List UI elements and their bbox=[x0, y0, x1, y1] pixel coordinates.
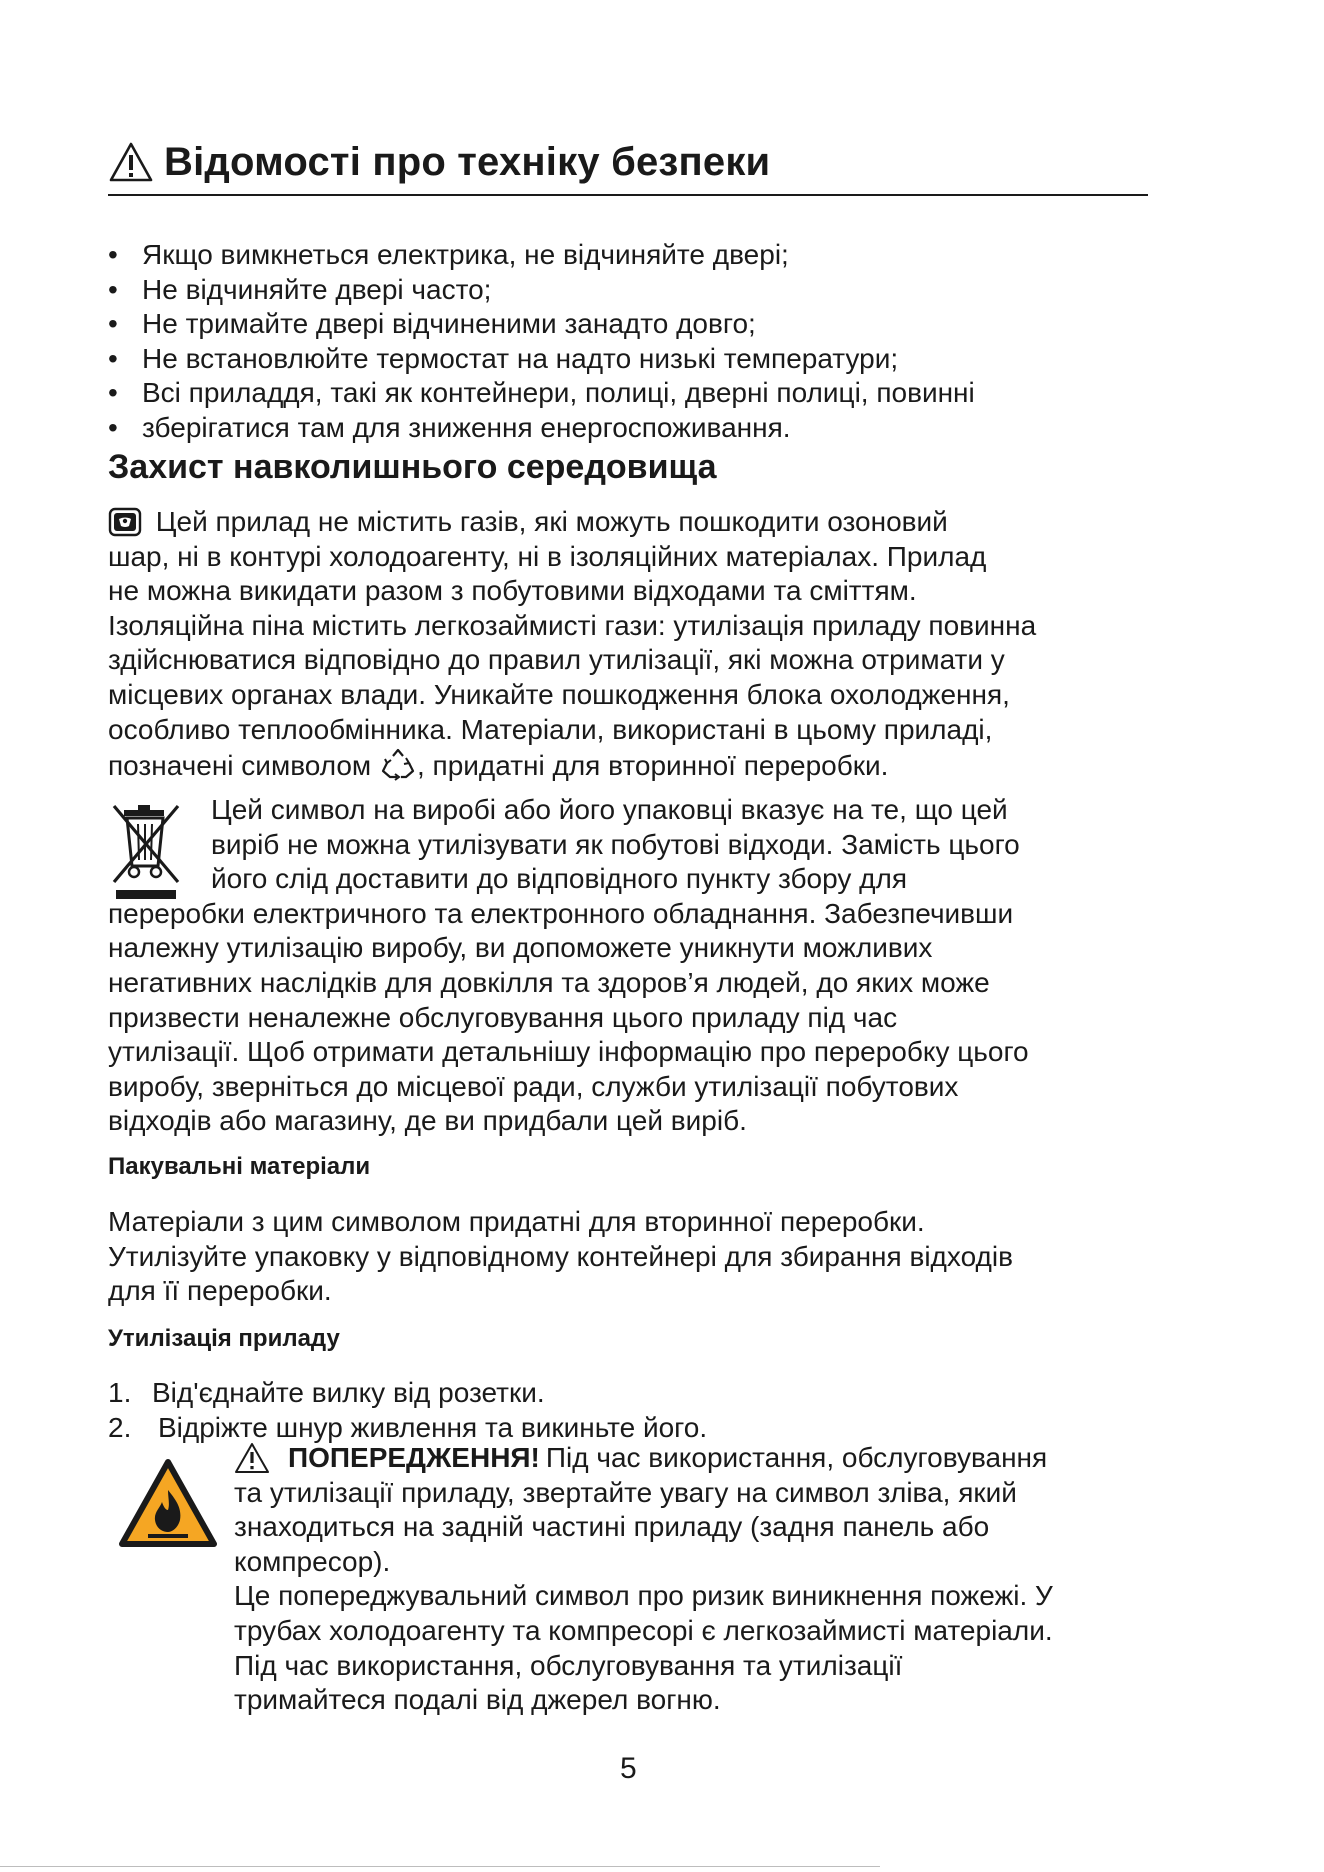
step-number: 1. bbox=[108, 1377, 132, 1408]
text-span: Під час використання, обслуговування bbox=[545, 1442, 1048, 1473]
eco-label-icon bbox=[108, 507, 142, 537]
disposal-heading: Утилізація приладу bbox=[108, 1325, 340, 1352]
text-line: негативних наслідків для довкілля та здоров’я людей, до яких може bbox=[108, 966, 990, 998]
list-item: • Не тримайте двері відчиненими занадто довго; bbox=[108, 307, 975, 342]
title-divider bbox=[108, 194, 1148, 196]
text-line: переробки електричного та електронного обладнання. Забезпечивши bbox=[108, 897, 1014, 929]
text-line: Ізоляційна піна містить легкозаймисті гази: утилізація приладу повинна bbox=[108, 609, 1037, 641]
continuation-text: зберігатися там для зниження енергоспоживання. bbox=[142, 411, 791, 443]
text-line bbox=[108, 747, 1036, 784]
text-line: трубах холодоагенту та компресорі є легкозаймисті матеріали. bbox=[234, 1614, 1053, 1646]
weee-paragraph bbox=[108, 793, 1029, 1139]
energy-tips-list bbox=[108, 238, 975, 446]
text-line: виробу, зверніться до місцевої ради, служби утилізації побутових bbox=[108, 1070, 959, 1102]
step-number: 2. bbox=[108, 1411, 132, 1443]
text-line: Це попереджувальний символ про ризик виникнення пожежі. У bbox=[234, 1580, 1053, 1612]
warning-triangle-icon bbox=[108, 141, 154, 183]
text-line: шар, ні в контурі холодоагенту, ні в ізоляційних матеріалах. Прилад bbox=[108, 540, 987, 572]
page-title: Відомості про техніку безпеки bbox=[164, 139, 771, 184]
text-span: , придатні для вторинної переробки. bbox=[416, 750, 889, 782]
text-line: особливо теплообмінника. Матеріали, використані в цьому приладі, bbox=[108, 713, 993, 745]
text-line: для її переробки. bbox=[108, 1275, 332, 1307]
text-line: Під час використання, обслуговування та утилізації bbox=[234, 1649, 903, 1681]
text-line: Матеріали з цим символом придатні для вторинної переробки. bbox=[108, 1206, 925, 1237]
text-line: здійснюватися відповідно до правил утилізації, які можна отримати у bbox=[108, 644, 1005, 676]
text-line: та утилізації приладу, звертайте увагу на символ зліва, який bbox=[234, 1476, 1017, 1508]
environment-paragraph bbox=[108, 505, 1036, 784]
warning-label: ПОПЕРЕДЖЕННЯ! bbox=[288, 1442, 540, 1473]
text-span: Цей прилад не містить газів, які можуть пошкодити озоновий bbox=[155, 506, 948, 537]
warning-first-line bbox=[234, 1441, 1053, 1476]
list-item: • Якщо вимкнеться електрика, не відчиняйте двері; bbox=[108, 238, 975, 273]
text-line: тримайтеся подалі від джерел вогню. bbox=[234, 1684, 721, 1716]
footer-divider bbox=[0, 1866, 880, 1867]
warning-triangle-icon bbox=[234, 1442, 270, 1474]
page-number: 5 bbox=[620, 1752, 637, 1785]
step-text: Відріжте шнур живлення та викиньте його. bbox=[158, 1411, 708, 1443]
flammable-warning-icon bbox=[118, 1458, 218, 1550]
text-line: Утилізуйте упаковку у відповідному контейнері для збирання відходів bbox=[108, 1240, 1013, 1272]
list-item: • Всі приладдя, такі як контейнери, полиці, дверні полиці, повинні bbox=[108, 376, 975, 411]
text-line: компресор). bbox=[234, 1545, 391, 1577]
packaging-heading: Пакувальні матеріали bbox=[108, 1153, 371, 1180]
list-item: • Не встановлюйте термостат на надто низькі температури; bbox=[108, 342, 975, 377]
list-item: • Не відчиняйте двері часто; bbox=[108, 273, 975, 308]
disposal-steps bbox=[108, 1376, 707, 1445]
list-item-continuation bbox=[108, 411, 975, 446]
text-line: належну утилізацію виробу, ви допоможете уникнути можливих bbox=[108, 932, 933, 964]
text-line: призвести неналежне обслуговування цього приладу під час bbox=[108, 1001, 898, 1033]
text-line: виріб не можна утилізувати як побутові відходи. Замість цього bbox=[211, 828, 1020, 860]
text-line: Цей символ на виробі або його упаковці вказує на те, що цей bbox=[211, 794, 1008, 825]
text-line: не можна викидати разом з побутовими відходами та сміттям. bbox=[108, 575, 917, 607]
list-item bbox=[108, 1411, 707, 1446]
list-item bbox=[108, 1376, 707, 1411]
text-line: його слід доставити до відповідного пункту збору для bbox=[211, 863, 907, 895]
text-line: відходів або магазину, де ви придбали цей виріб. bbox=[108, 1105, 747, 1137]
text-span: позначені символом bbox=[108, 750, 379, 782]
warning-block bbox=[234, 1441, 1053, 1718]
packaging-paragraph bbox=[108, 1205, 1013, 1309]
page-header bbox=[108, 134, 1148, 190]
recycle-icon bbox=[379, 747, 417, 781]
text-line: знаходиться на задній частині приладу (задня панель або bbox=[234, 1511, 990, 1543]
text-line: утилізації. Щоб отримати детальнішу інформацію про переробку цього bbox=[108, 1036, 1029, 1068]
step-text: Від'єднайте вилку від розетки. bbox=[152, 1377, 545, 1408]
environment-heading: Захист навколишнього середовища bbox=[108, 448, 717, 486]
text-line bbox=[108, 505, 1036, 540]
text-line: місцевих органах влади. Уникайте пошкодження блока охолодження, bbox=[108, 678, 1010, 710]
